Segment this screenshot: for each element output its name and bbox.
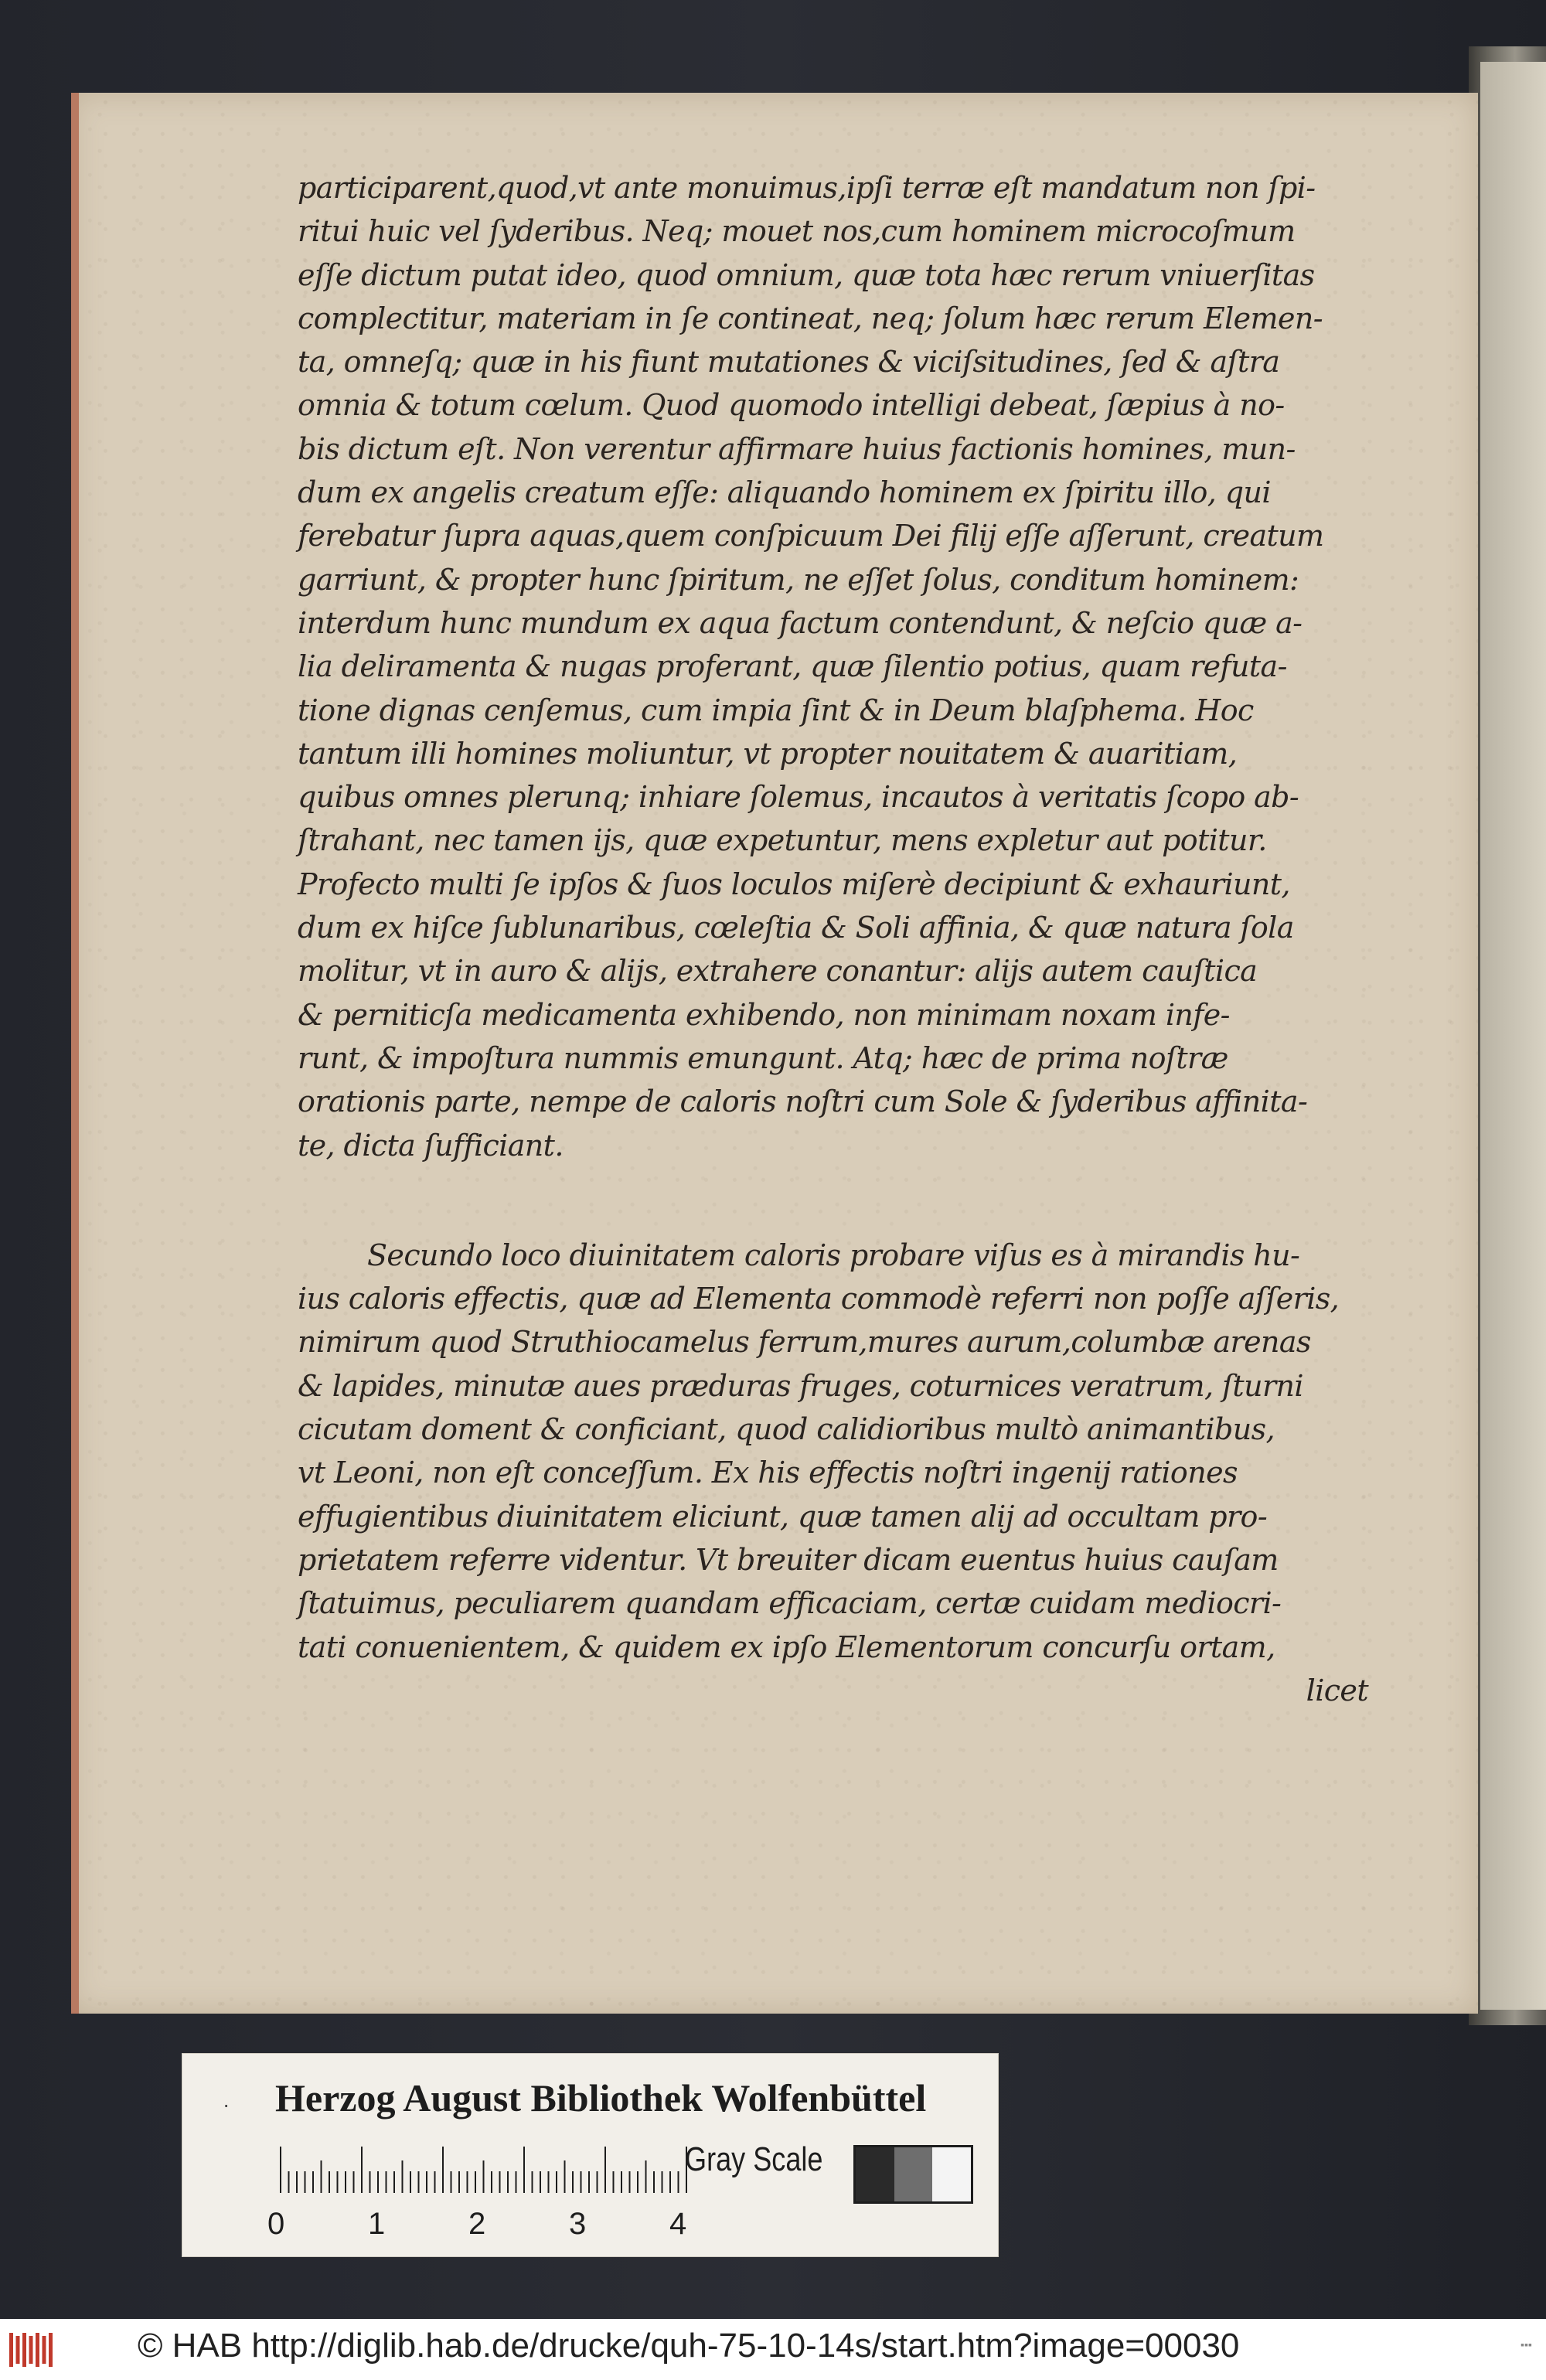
text-line: & lapides, minutæ aues præduras fruges, coturnices veratrum, ſturni	[298, 1368, 1303, 1403]
grayscale-label: Gray Scale	[685, 2140, 823, 2178]
catchword: licet	[1306, 1673, 1368, 1708]
text-line: tione dignas cenſemus, cum impia ſint & in Deum blaſphema. Hoc	[298, 693, 1254, 727]
text-line: ta, omneſq; quæ in his fiunt mutationes & viciſsitudines, ſed & aſtra	[298, 345, 1280, 380]
ruler-number: 1	[368, 2207, 386, 2241]
grayscale-swatch	[894, 2147, 933, 2201]
text-line: Secundo loco diuinitatem caloris probare viſus es à mirandis hu-	[367, 1238, 1300, 1272]
ruler-number: 3	[569, 2207, 587, 2241]
grayscale-swatches	[853, 2145, 973, 2204]
text-line: effugientibus diuinitatem eliciunt, quæ tamen alij ad occultam pro-	[298, 1499, 1268, 1534]
measurement-ruler	[279, 2147, 700, 2193]
text-line: ſtatuimus, peculiarem quandam efficaciam, certæ cuidam mediocri-	[298, 1586, 1282, 1621]
page-red-edge	[71, 93, 79, 2014]
text-line: ferebatur ſupra aquas,quem conſpicuum Dei filij eſſe aſſerunt, creatum	[298, 519, 1324, 553]
text-line: molitur, vt in auro & alijs, extrahere conantur: alijs autem cauſtica	[298, 954, 1258, 989]
logo-bar	[29, 2336, 33, 2364]
grayscale-swatch	[932, 2147, 971, 2201]
text-line: omnia & totum cœlum. Quod quomodo intelligi debeat, ſæpius à no-	[298, 388, 1285, 423]
footer-copyright-url[interactable]: © HAB http://diglib.hab.de/drucke/quh-75-10-14s/start.htm?image=00030	[138, 2327, 1240, 2365]
text-line: cicutam doment & conficiant, quod calidioribus multò animantibus,	[298, 1412, 1275, 1447]
page-text-block	[298, 166, 1368, 1712]
text-line: & perniticſa medicamenta exhibendo, non minimam noxam infe-	[298, 997, 1230, 1032]
hab-logo-icon	[8, 2330, 56, 2370]
text-line: orationis parte, nempe de caloris noſtri cum Sole & ſyderibus affinita-	[298, 1084, 1308, 1119]
text-line: eſſe dictum putat ideo, quod omnium, quæ tota hæc rerum vniuerſitas	[298, 257, 1315, 292]
ruler-number: 0	[267, 2207, 285, 2241]
text-line: prietatem referre videntur. Vt breuiter dicam euentus huius cauſam	[298, 1542, 1279, 1577]
text-line: dum ex angelis creatum eſſe: aliquando hominem ex ſpiritu illo, qui	[298, 475, 1271, 510]
adjacent-page-edge	[1480, 62, 1546, 2010]
text-line: dum ex hiſce ſublunaribus, cœleſtia & Soli affinia, & quæ natura ſola	[298, 911, 1294, 945]
paragraph-2	[298, 1234, 1368, 1669]
ruler-number: 4	[669, 2207, 687, 2241]
text-line: quibus omnes plerunq; inhiare ſolemus, incautos à veritatis ſcopo ab-	[298, 780, 1299, 815]
logo-bar	[36, 2333, 39, 2367]
paragraph-1	[298, 166, 1368, 1167]
logo-bar	[22, 2333, 26, 2367]
ruler-numbers	[267, 2207, 731, 2246]
paragraph-gap	[298, 1167, 1368, 1234]
text-line: ſtrahant, nec tamen ijs, quæ expetuntur, mens expletur aut potitur.	[298, 823, 1267, 858]
logo-bar	[49, 2333, 53, 2367]
label-dot: ·	[223, 2092, 230, 2116]
library-label-card	[182, 2053, 999, 2257]
text-line: complectitur, materiam in ſe contineat, neq; ſolum hæc rerum Elemen-	[298, 301, 1323, 335]
text-line: interdum hunc mundum ex aqua factum contendunt, & neſcio quæ a-	[298, 605, 1303, 640]
text-line: bis dictum eſt. Non verentur affirmare huius factionis homines, mun-	[298, 431, 1296, 466]
text-line: participarent,quod,vt ante monuimus,ipſi terræ eſt mandatum non ſpi-	[298, 171, 1316, 205]
logo-bar	[16, 2336, 20, 2364]
footer-bar	[0, 2319, 1546, 2380]
text-line: lia deliramenta & nugas proferant, quæ ſilentio potius, quam refuta-	[298, 649, 1287, 684]
logo-bar	[43, 2336, 46, 2364]
ruler-number: 2	[468, 2207, 486, 2241]
text-line: nimirum quod Struthiocamelus ferrum,mures aurum,columbæ arenas	[298, 1325, 1311, 1360]
library-name: Herzog August Bibliothek Wolfenbüttel	[275, 2076, 927, 2120]
text-line: runt, & impoſtura nummis emungunt. Atq; hæc de prima noſtræ	[298, 1040, 1228, 1075]
grayscale-swatch	[856, 2147, 894, 2201]
logo-bar	[9, 2333, 13, 2367]
text-line: te, dicta ſufficiant.	[298, 1128, 564, 1163]
text-line: vt Leoni, non eſt conceſſum. Ex his effectis noſtri ingenij rationes	[298, 1456, 1238, 1490]
text-line: ius caloris effectis, quæ ad Elementa commodè referri non poſſe aſſeris,	[298, 1282, 1340, 1316]
text-line: ritui huic vel ſyderibus. Neq; mouet nos,cum hominem microcoſmum	[298, 214, 1296, 249]
text-line: garriunt, & propter hunc ſpiritum, ne eſſet ſolus, conditum hominem:	[298, 562, 1299, 597]
text-line: Profecto multi ſe ipſos & ſuos loculos miſerè decipiunt & exhauriunt,	[298, 867, 1290, 901]
footer-mark: ▪▪▪	[1520, 2338, 1532, 2351]
text-line: tantum illi homines moliuntur, vt propter nouitatem & auaritiam,	[298, 736, 1238, 771]
text-line: tati conuenientem, & quidem ex ipſo Elementorum concurſu ortam,	[298, 1629, 1275, 1664]
